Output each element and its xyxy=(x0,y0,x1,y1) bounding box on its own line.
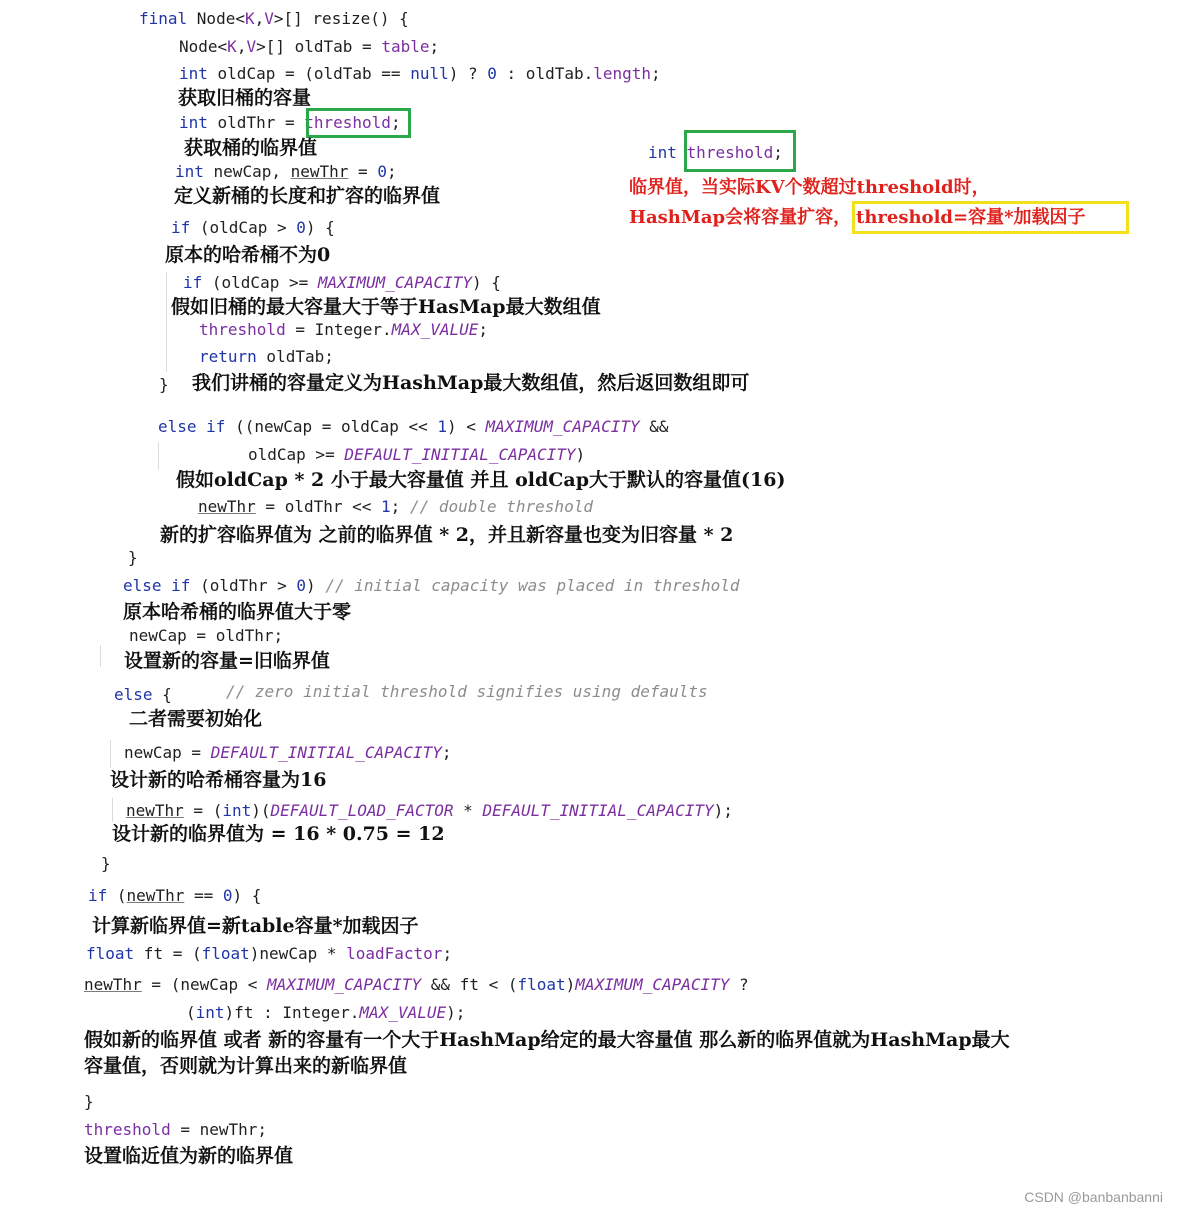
code-token: 0 xyxy=(296,218,306,237)
code-line-oldcap xyxy=(179,64,661,84)
code-token: && ft < ( xyxy=(421,975,518,994)
note-old-max-capacity: 假如旧桶的最大容量大于等于HasMap最大数组值 xyxy=(171,296,601,318)
note-default-threshold-12: 设计新的临界值为 = 16 * 0.75 = 12 xyxy=(112,823,445,845)
note-threshold-value: 获取桶的临界值 xyxy=(184,137,318,159)
code-token: threshold xyxy=(84,1120,171,1139)
code-token: newThr xyxy=(126,801,184,820)
code-token: ) < xyxy=(447,417,486,436)
code-token: ); xyxy=(446,1003,466,1022)
code-token: V xyxy=(264,9,274,28)
code-line-close-brace xyxy=(128,548,138,568)
code-token: length xyxy=(593,64,652,83)
indent-guide xyxy=(112,798,113,822)
code-token: && xyxy=(639,417,669,436)
note-set-max-return: 我们讲桶的容量定义为HashMap最大数组值，然后返回数组即可 xyxy=(192,372,750,394)
note-max-threshold-condition-cont: 容量值，否则就为计算出来的新临界值 xyxy=(84,1055,408,1077)
code-token: table xyxy=(381,37,430,56)
code-token: int xyxy=(222,801,252,820)
code-line-newthr-compare xyxy=(84,975,749,995)
code-line-newthr-double xyxy=(198,497,593,517)
code-token: ) ? xyxy=(448,64,488,83)
code-token: Node< xyxy=(196,9,245,28)
code-token: oldCap >= xyxy=(248,445,345,464)
code-token: { xyxy=(152,685,172,704)
code-token: )( xyxy=(251,801,271,820)
code-token: DEFAULT_LOAD_FACTOR xyxy=(270,801,454,820)
code-token: } xyxy=(159,375,169,394)
watermark: CSDN @banbanbanni xyxy=(1024,1189,1163,1205)
code-line-oldcap-default xyxy=(248,445,585,465)
code-token: MAXIMUM_CAPACITY xyxy=(317,273,472,292)
note-threshold-definition: 临界值，当实际KV个数超过threshold时， xyxy=(629,177,990,198)
code-token: )newCap * xyxy=(249,944,347,963)
code-token: )ft : Integer. xyxy=(224,1003,360,1022)
code-token: ) xyxy=(565,975,576,994)
highlight-box-formula xyxy=(852,201,1129,234)
code-line-else-if-oldthr xyxy=(123,576,740,596)
code-token: ; xyxy=(390,497,410,516)
highlight-box-threshold-field xyxy=(684,130,796,172)
note-old-capacity: 获取旧桶的容量 xyxy=(178,87,312,109)
code-line-newcap-newthr xyxy=(175,162,397,182)
code-line-int-ft xyxy=(186,1003,465,1023)
indent-guide xyxy=(158,442,159,470)
code-token: Node< xyxy=(179,37,228,56)
note-both-init: 二者需要初始化 xyxy=(129,708,263,730)
code-line-float-ft xyxy=(86,944,452,964)
code-token: ; xyxy=(442,944,453,963)
code-token: newThr xyxy=(290,162,349,181)
code-token: ) xyxy=(575,445,586,464)
indent-guide xyxy=(110,740,111,768)
code-token: == xyxy=(184,886,223,905)
code-token: else if xyxy=(123,576,191,595)
code-token: MAXIMUM_CAPACITY xyxy=(575,975,730,994)
code-token: int xyxy=(195,1003,225,1022)
code-token: else if xyxy=(158,417,226,436)
indent-guide xyxy=(166,272,167,372)
code-token: ; xyxy=(441,743,452,762)
code-token: ? xyxy=(729,975,749,994)
note-default-capacity-16: 设计新的哈希桶容量为16 xyxy=(110,769,327,791)
code-line-newthr-default xyxy=(126,801,733,821)
code-token: >[] oldTab = xyxy=(256,37,382,56)
code-token: K xyxy=(244,9,255,28)
code-token: DEFAULT_INITIAL_CAPACITY xyxy=(482,801,714,820)
code-token: int xyxy=(648,143,677,162)
code-token: ) { xyxy=(471,273,501,292)
highlight-box-threshold xyxy=(306,108,411,138)
code-token: ft = ( xyxy=(134,944,202,963)
code-token: int xyxy=(175,162,204,181)
code-line-threshold-max xyxy=(199,320,488,340)
code-token: 1 xyxy=(381,497,391,516)
code-token: null xyxy=(410,64,449,83)
code-token: = oldThr << xyxy=(255,497,382,516)
code-line-else xyxy=(114,685,172,705)
code-token: K xyxy=(227,37,237,56)
code-token: ; xyxy=(651,64,661,83)
code-token: ( xyxy=(107,886,127,905)
code-token: MAXIMUM_CAPACITY xyxy=(485,417,640,436)
code-token: ; xyxy=(478,320,489,339)
code-token: ((newCap = oldCap << xyxy=(225,417,438,436)
code-line-oldtab xyxy=(179,37,439,57)
code-comment: // zero initial threshold signifies using defaults xyxy=(226,682,708,701)
code-token: float xyxy=(86,944,135,963)
note-old-threshold-positive: 原本哈希桶的临界值大于零 xyxy=(123,601,352,623)
code-token: : oldTab. xyxy=(496,64,594,83)
code-token: if xyxy=(171,218,191,237)
code-token: newCap = xyxy=(124,743,211,762)
note-bucket-not-zero: 原本的哈希桶不为0 xyxy=(165,244,331,266)
code-token: float xyxy=(201,944,250,963)
code-token: 0 xyxy=(296,576,307,595)
code-token: newThr xyxy=(126,886,185,905)
code-token: >[] resize() { xyxy=(273,9,409,28)
code-comment: // double threshold xyxy=(409,497,593,516)
code-token: newThr xyxy=(198,497,256,516)
code-token: newCap = oldThr; xyxy=(129,626,284,645)
code-token: threshold xyxy=(304,113,391,132)
code-token: MAX_VALUE xyxy=(391,320,479,339)
code-line-if-oldcap xyxy=(171,218,335,238)
code-line-if-max-capacity xyxy=(183,273,501,293)
code-token: , xyxy=(236,37,247,56)
code-token: (oldCap >= xyxy=(202,273,318,292)
code-token: DEFAULT_INITIAL_CAPACITY xyxy=(344,445,576,464)
code-token: loadFactor xyxy=(346,944,443,963)
code-token: MAX_VALUE xyxy=(359,1003,447,1022)
code-token: threshold xyxy=(199,320,286,339)
code-token: oldThr = xyxy=(207,113,305,132)
code-token: ) { xyxy=(232,886,262,905)
code-token: 1 xyxy=(437,417,447,436)
indent-guide xyxy=(100,645,101,667)
code-line-threshold-assign xyxy=(84,1120,267,1140)
code-line-if-newthr-zero xyxy=(88,886,261,906)
code-token: 0 xyxy=(377,162,387,181)
note-threshold-formula: threshold=容量*加载因子 xyxy=(856,207,1086,228)
code-token: newCap, xyxy=(203,162,291,181)
note-new-capacity-old-threshold: 设置新的容量=旧临界值 xyxy=(124,650,330,672)
code-token: * xyxy=(453,801,483,820)
code-token: return xyxy=(199,347,257,366)
code-token: ; xyxy=(773,143,783,162)
code-token: = ( xyxy=(183,801,223,820)
code-token: oldTab; xyxy=(256,347,334,366)
code-line-resize-signature xyxy=(139,9,409,29)
note-oldcap-double-check: 假如oldCap * 2 小于最大容量值 并且 oldCap大于默认的容量值(16) xyxy=(176,469,786,491)
code-token: else xyxy=(114,685,153,704)
code-token: = Integer. xyxy=(285,320,392,339)
code-token: 0 xyxy=(487,64,497,83)
note-define-new: 定义新桶的长度和扩容的临界值 xyxy=(174,185,441,207)
code-comment: // initial capacity was placed in threshold xyxy=(325,576,740,595)
code-token: DEFAULT_INITIAL_CAPACITY xyxy=(210,743,442,762)
note-compute-threshold: 计算新临界值=新table容量*加载因子 xyxy=(92,915,419,937)
code-token: threshold xyxy=(686,143,774,162)
code-comment-defaults xyxy=(226,682,708,702)
code-token: float xyxy=(517,975,566,994)
code-token: = xyxy=(348,162,378,181)
code-line-close-brace xyxy=(101,854,111,874)
code-line-close-brace xyxy=(84,1092,94,1112)
code-token: 0 xyxy=(222,886,233,905)
code-token: ) xyxy=(306,576,326,595)
code-token: ( xyxy=(186,1003,196,1022)
code-token: } xyxy=(101,854,111,873)
code-token: (oldCap > xyxy=(190,218,297,237)
code-token: } xyxy=(128,548,138,567)
code-line-newcap-oldthr xyxy=(129,626,283,646)
code-token: = newThr; xyxy=(170,1120,268,1139)
code-token: ; xyxy=(386,162,397,181)
code-token: final xyxy=(139,9,197,28)
code-token: (oldThr > xyxy=(190,576,297,595)
code-token: MAXIMUM_CAPACITY xyxy=(267,975,422,994)
note-hashmap-resize: HashMap会将容量扩容， xyxy=(629,207,852,228)
code-token: V xyxy=(246,37,257,56)
code-token: oldCap = (oldTab == xyxy=(207,64,411,83)
code-line-close-brace xyxy=(159,375,169,395)
code-token: int xyxy=(179,113,208,132)
code-token: newThr xyxy=(84,975,142,994)
code-token: } xyxy=(84,1092,94,1111)
code-token: = (newCap < xyxy=(141,975,268,994)
code-line-return-oldtab xyxy=(199,347,334,367)
code-token: ) { xyxy=(305,218,335,237)
code-token: ; xyxy=(429,37,440,56)
code-token: ; xyxy=(390,113,401,132)
note-new-threshold-double: 新的扩容临界值为 之前的临界值 * 2，并且新容量也变为旧容量 * 2 xyxy=(160,524,734,546)
code-token: ); xyxy=(713,801,733,820)
code-line-else-if-newcap xyxy=(158,417,669,437)
code-token: if xyxy=(88,886,108,905)
code-token: if xyxy=(183,273,203,292)
code-token: int xyxy=(179,64,208,83)
code-line-newcap-default xyxy=(124,743,452,763)
code-token: , xyxy=(254,9,265,28)
note-max-threshold-condition: 假如新的临界值 或者 新的容量有一个大于HashMap给定的最大容量值 那么新的临界值就为HashMap最大 xyxy=(84,1029,1010,1051)
note-set-threshold: 设置临近值为新的临界值 xyxy=(84,1145,294,1167)
